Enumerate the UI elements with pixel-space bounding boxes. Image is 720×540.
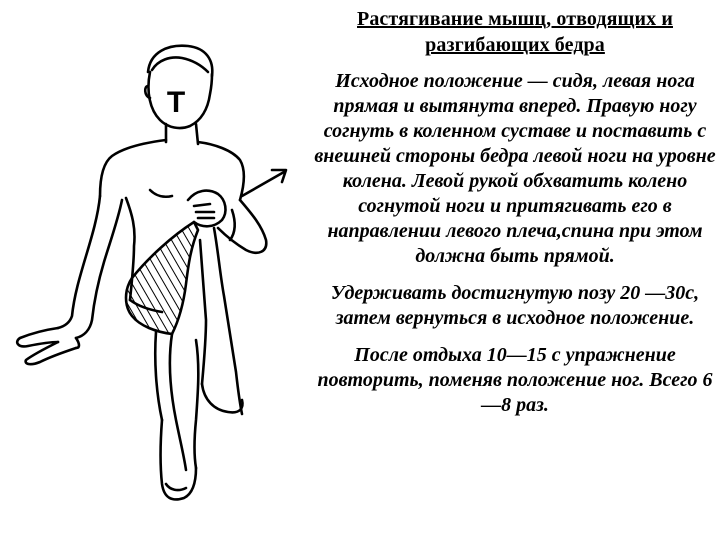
hair-line xyxy=(152,58,208,73)
exercise-illustration xyxy=(0,0,320,540)
paragraph-hold-pose: Удерживать достигнутую позу 20 —30с, затем вернуться в исходное положение. xyxy=(330,282,700,329)
right-arm-inner xyxy=(230,210,235,240)
bent-calf xyxy=(155,332,162,420)
bent-shin-outer xyxy=(170,334,186,470)
paragraph-start-position: Исходное положение — сидя, левая нога прямая и вытянута вперед. Правую ногу согнуть в коленном суставе и поставить с внешней стороны бедра левой ноги на уровне колена. Левой рукой обхватить колено согнутой ноги и притягивать его в направлении левого плеча,спина при этом должна быть прямой. xyxy=(314,70,716,267)
paragraph-repeat: После отдыха 10—15 с упражнение повторить, поменяв положение ног. Всего 6—8 раз. xyxy=(317,344,713,416)
chest-mark xyxy=(150,190,172,197)
text-column xyxy=(312,6,718,418)
figure-label: Т xyxy=(166,86,186,119)
foot-right xyxy=(202,384,242,412)
pull-arrow-shaft xyxy=(242,172,284,196)
left-shoulder xyxy=(100,140,166,196)
bent-shin-inner xyxy=(195,340,199,468)
hand-fingers xyxy=(194,204,214,218)
straight-leg-outer xyxy=(214,228,242,414)
hair-outline xyxy=(148,46,212,76)
left-hand-thumb xyxy=(76,338,79,348)
straight-leg-inner xyxy=(200,240,206,384)
page-title: Растягивание мышц, отводящих и разгибающих бедра xyxy=(357,8,673,56)
bent-thigh xyxy=(126,222,198,334)
foot-toes xyxy=(166,484,186,490)
figure-drawing xyxy=(0,0,320,540)
